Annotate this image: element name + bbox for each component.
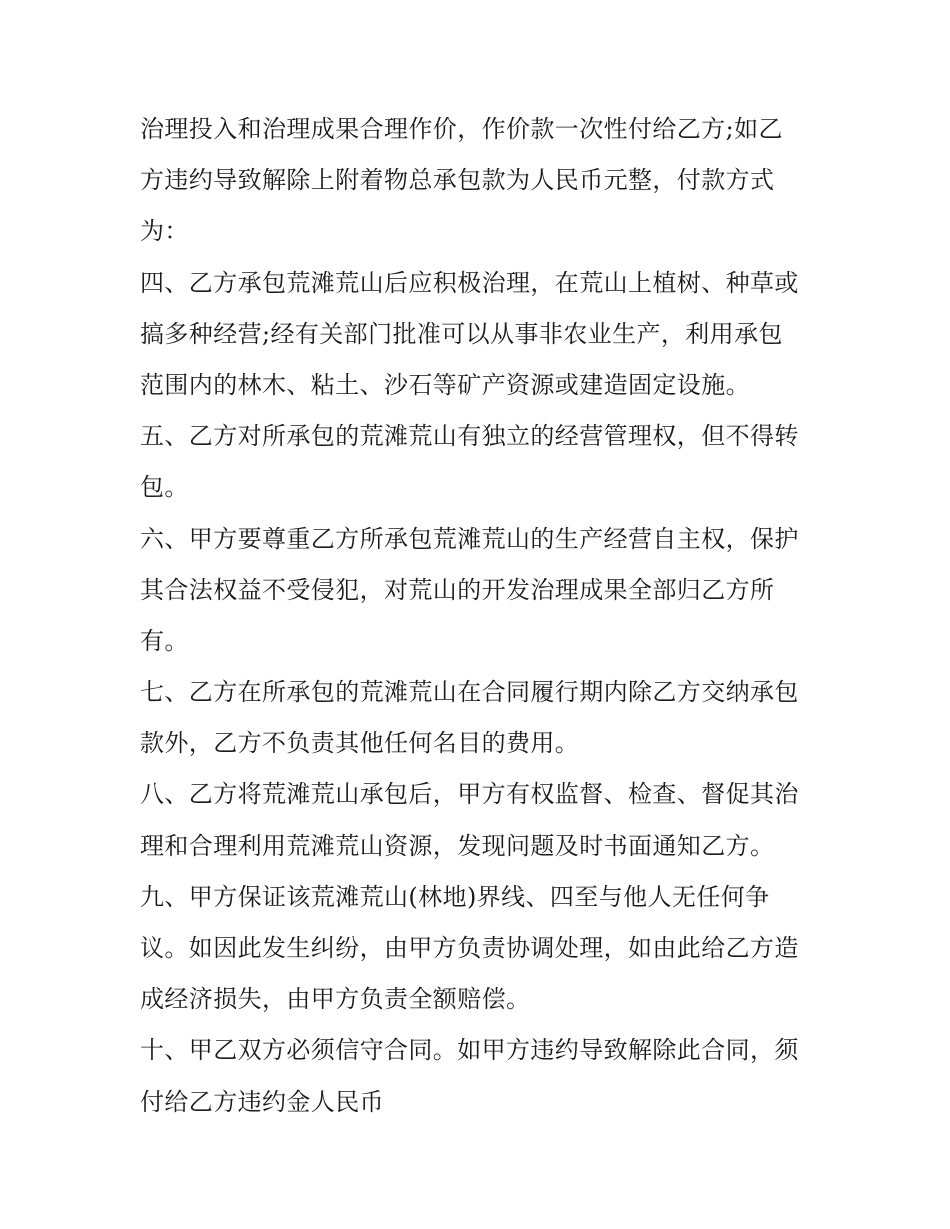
text-line: 七、乙方在所承包的荒滩荒山在合同履行期内除乙方交纳承包	[140, 678, 799, 707]
text-line: 成经济损失，由甲方负责全额赔偿。	[140, 985, 531, 1014]
text-line: 其合法权益不受侵犯，对荒山的开发治理成果全部归乙方所	[140, 575, 775, 604]
text-line: 九、甲方保证该荒滩荒山(林地)界线、四至与他人无任何争	[140, 882, 770, 911]
text-line: 搞多种经营;经有关部门批准可以从事非农业生产，利用承包	[140, 319, 783, 348]
text-line: 款外，乙方不负责其他任何名目的费用。	[140, 729, 580, 758]
text-line: 治理投入和治理成果合理作价，作价款一次性付给乙方;如乙	[140, 115, 783, 143]
text-line: 范围内的林木、粘土、沙石等矿产资源或建造固定设施。	[140, 370, 750, 399]
text-line: 十、甲乙双方必须信守合同。如甲方违约导致解除此合同，须	[140, 1036, 799, 1065]
text-line: 八、乙方将荒滩荒山承包后，甲方有权监督、检查、督促其治	[140, 780, 799, 809]
text-line: 五、乙方对所承包的荒滩荒山有独立的经营管理权，但不得转	[140, 422, 799, 451]
text-line: 付给乙方违约金人民币	[140, 1087, 384, 1116]
text-line: 有。	[140, 626, 189, 655]
text-line: 六、甲方要尊重乙方所承包荒滩荒山的生产经营自主权，保护	[140, 524, 799, 553]
text-line: 为：	[140, 217, 189, 246]
document-body	[140, 104, 820, 1128]
text-line: 四、乙方承包荒滩荒山后应积极治理，在荒山上植树、种草或	[140, 268, 799, 297]
text-line: 方违约导致解除上附着物总承包款为人民币元整，付款方式	[140, 166, 775, 195]
text-line: 议。如因此发生纠纷，由甲方负责协调处理，如由此给乙方造	[140, 934, 799, 962]
text-line: 包。	[140, 473, 189, 502]
text-line: 理和合理利用荒滩荒山资源，发现问题及时书面通知乙方。	[140, 831, 775, 860]
